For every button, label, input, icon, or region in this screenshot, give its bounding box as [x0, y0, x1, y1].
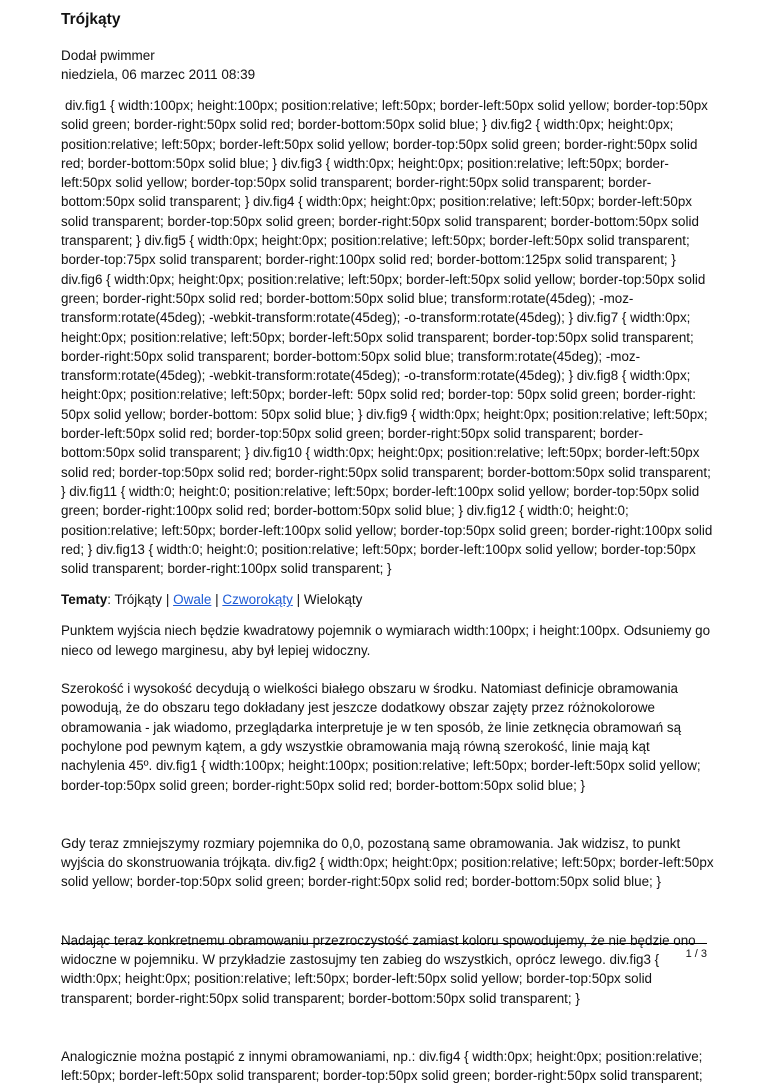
- date-line: niedziela, 06 marzec 2011 08:39: [61, 67, 256, 82]
- article-meta: [61, 46, 716, 84]
- topic-item: Wielokąty: [303, 592, 363, 608]
- topic-link-owale[interactable]: Owale: [173, 592, 212, 608]
- paragraph: Punktem wyjścia niech będzie kwadratowy pojemnik o wymiarach width:100px; i height:100px. Odsuniemy go nieco od lewego marginesu, aby był lepiej widoczny.: [61, 623, 711, 658]
- topics-label: Tematy: [61, 592, 108, 608]
- page-number: 1 / 3: [685, 948, 707, 960]
- author-line: Dodał pwimmer: [61, 48, 155, 63]
- topics-line: Tematy: Trójkąty | Owale | Czworokąty | Wielokąty: [61, 592, 363, 608]
- footer-divider: [61, 943, 707, 944]
- topic-item: Trójkąty: [114, 592, 163, 608]
- css-code-text: div.fig1 { width:100px; height:100px; position:relative; left:50px; border-left:50px solid yellow; border-top:50px solid green; border-right:50px solid red; border-bottom:50px solid blue; } div.fig2 { width:0px; height:0px; position:relative; left:50px; border-left:50px solid yellow; border-top:50px solid green; border-right:50px solid red; border-bottom:50px solid blue; } div.fig3 { width:0px; height:0px; position:relative; left:50px; border-left:50px solid yellow; border-top:50px solid transparent; border-right:50px solid transparent; border-bottom:50px solid transparent; } div.fig4 { width:0px; height:0px; position:relative; left:50px; border-left:50px solid transparent; border-top:50px solid green; border-right:50px solid transparent; border-bottom:50px solid transparent; } div.fig5 { width:0px; height:0px; position:relative; left:50px; border-left:50px solid transparent; border-top:75px solid transparent; border-right:100px solid red; border-bottom:125px solid transparent; } div.fig6 { width:0px; height:0px; position:relative; left:50px; border-left:50px solid yellow; border-top:50px solid green; border-right:50px solid red; border-bottom:50px solid blue; transform:rotate(45deg); -moz-transform:rotate(45deg); -webkit-transform:rotate(45deg); -o-transform:rotate(45deg); } div.fig7 { width:0px; height:0px; position:relative; left:50px; border-left:50px solid transparent; border-top:50px solid transparent; border-right:50px solid transparent; border-bottom:50px solid blue; transform:rotate(45deg); -moz-transform:rotate(45deg); -webkit-transform:rotate(45deg); -o-transform:rotate(45deg); } div.fig8 { width:0px; height:0px; position:relative; left:50px; border-left: 50px solid red; border-top: 50px solid green; border-right: 50px solid yellow; border-bottom: 50px solid blue; } div.fig9 { width:0px; height:0px; position:relative; left:50px; border-left:50px solid red; border-top:50px solid green; border-right:50px solid transparent; border-bottom:50px solid transparent; } div.fig10 { width:0px; height:0px; position:relative; left:50px; border-left:50px solid red; border-top:50px solid red; border-right:50px solid transparent; border-bottom:50px solid transparent; } div.fig11 { width:0; height:0; position:relative; left:50px; border-left:100px solid yellow; border-top:50px solid green; border-right:100px solid red; border-bottom:50px solid blue; } div.fig12 { width:0; height:0; position:relative; left:50px; border-left:100px solid yellow; border-top:50px solid green; border-right:100px solid red; } div.fig13 { width:0; height:0; position:relative; left:50px; border-left:100px solid yellow; border-top:50px solid transparent; border-right:100px solid transparent; }: [61, 98, 713, 577]
- paragraph: Szerokość i wysokość decydują o wielkości białego obszaru w środku. Natomiast definicje obramowania powodują, że do obszaru tego dokładany jest jeszcze dodatkowy obszar zajęty przez różnokolorowe obramowania - jak wiadomo, przeglądarka interpretuje je w ten sposób, że linie zetknęcia obramowań są pochylone pod pewnym kątem, a gdy wszystkie obramowania mają równą szerokość, linie mają kąt nachylenia 45º. div.fig1 { width:100px; height:100px; position:relative; left:50px; border-left:50px solid yellow; border-top:50px solid green; border-right:50px solid red; border-bottom:50px solid blue; }: [61, 681, 701, 793]
- paragraph: Nadając teraz konkretnemu obramowaniu przezroczystość zamiast koloru spowodujemy, że nie będzie ono widoczne w pojemniku. W przykładzie zastosujmy ten zabieg do wszystkich, oprócz lewego. div.fig3 { width:0px; height:0px; position:relative; left:50px; border-left:50px solid yellow; border-top:50px solid transparent; border-right:50px solid transparent; border-bottom:50px solid transparent; }: [61, 932, 696, 1006]
- paragraph: Gdy teraz zmniejszymy rozmiary pojemnika do 0,0, pozostaną same obramowania. Jak widzisz, to punkt wyjścia do skonstruowania trójkąta. div.fig2 { width:0px; height:0px; position:relative; left:50px; border-left:50px solid yellow; border-top:50px solid green; border-right:50px solid red; border-bottom:50px solid blue; }: [61, 835, 714, 890]
- topic-link-czworokaty[interactable]: Czworokąty: [222, 592, 293, 608]
- article-content: [61, 10, 716, 1085]
- page-title: Trójkąty: [61, 11, 121, 28]
- paragraph: Analogicznie można postąpić z innymi obramowaniami, np.: div.fig4 { width:0px; height:0px; position:relative; left:50px; border-left:50px solid transparent; border-top:50px solid green; border-right:50px solid transparent;: [61, 1048, 703, 1084]
